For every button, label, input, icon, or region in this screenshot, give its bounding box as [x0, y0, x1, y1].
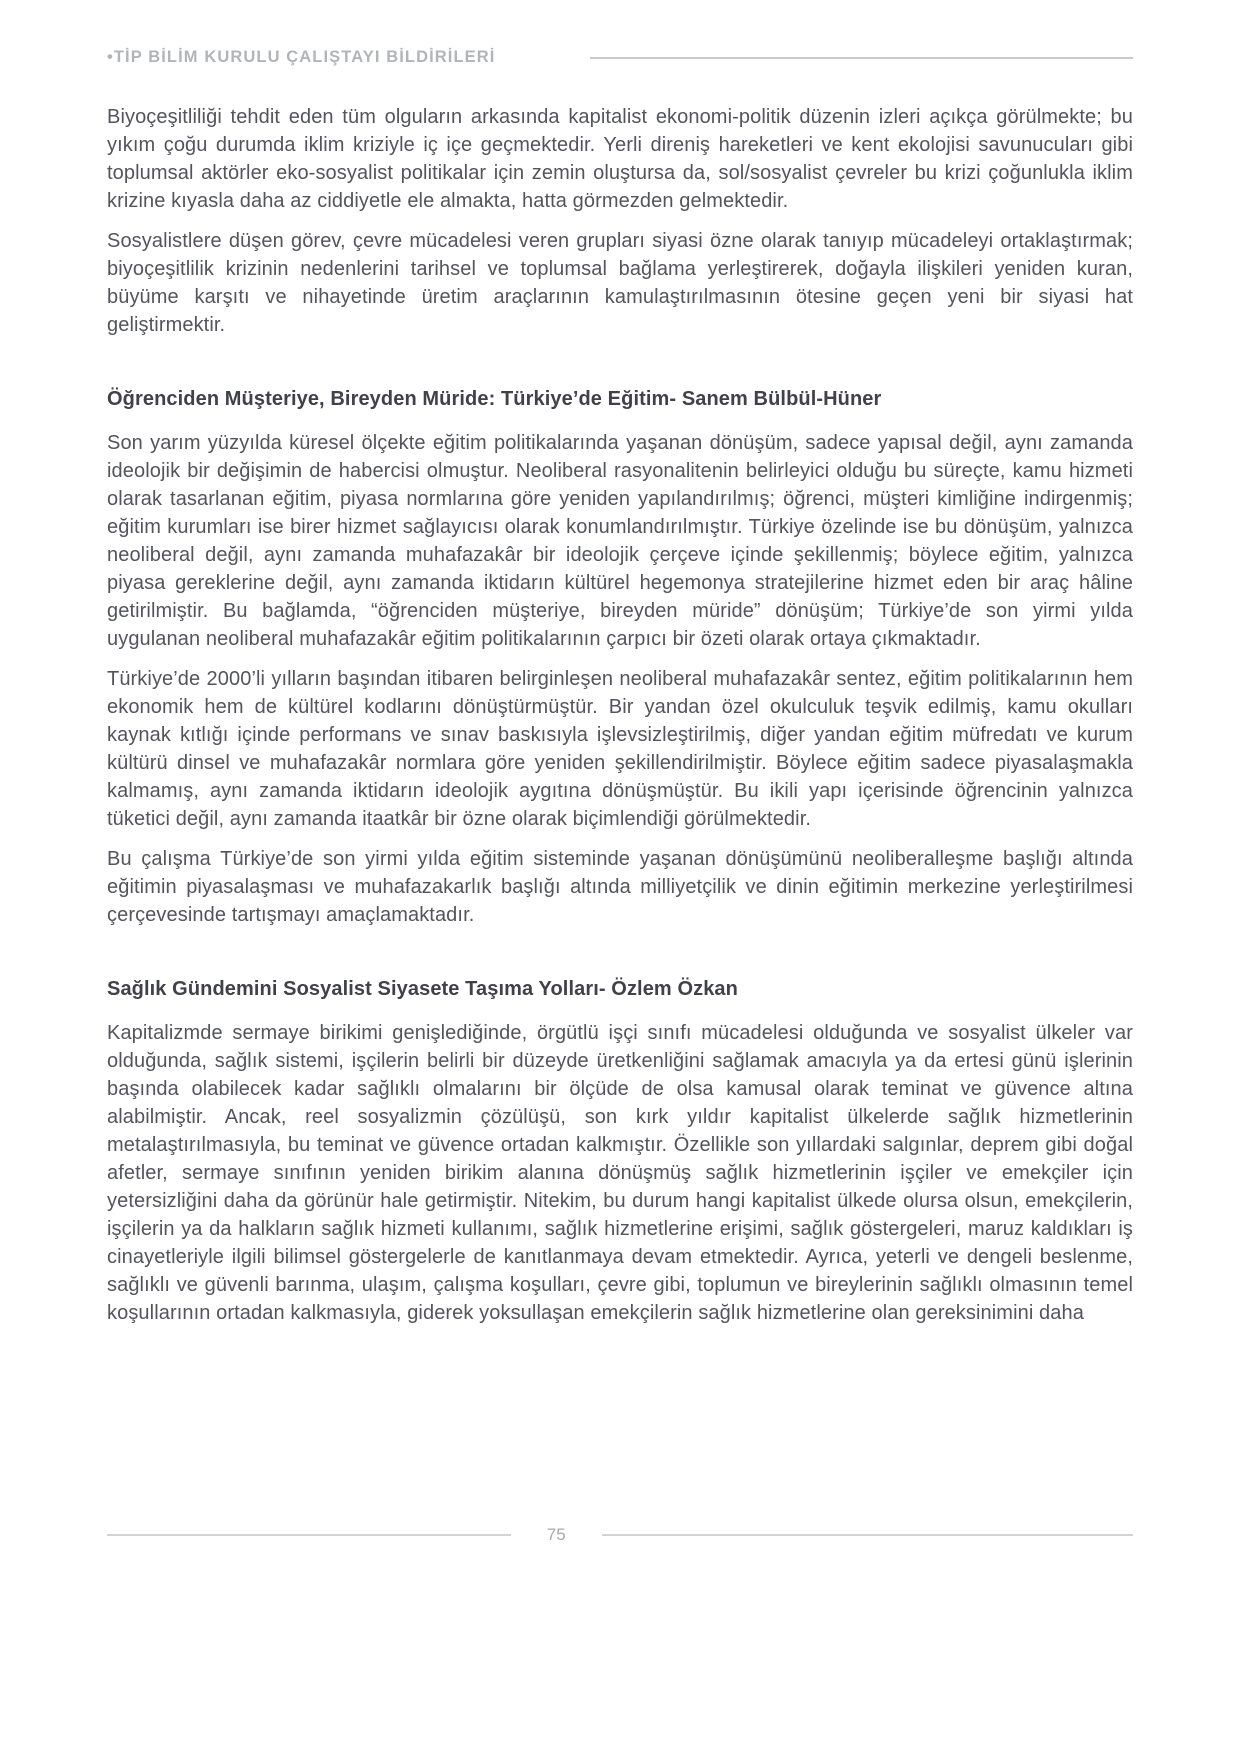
footer-rule-right [602, 1534, 1133, 1536]
paragraph: Türkiye’de 2000’li yılların başından itibaren belirginleşen neoliberal muhafazakâr sentez, eğitim politikalarının hem ekonomik hem de kültürel kodlarını dönüştürmüştür. Bir yandan özel okulculuk teşvik edilmiş, kamu okulları kaynak kıtlığı içinde performans ve sınav baskısıyla işlevsizleştirilmiş, diğer yandan eğitim müfredatı ve kurum kültürü dinsel ve muhafazakâr normlara göre yeniden şekillendirilmiştir. Böylece eğitim sadece piyasalaşmakla kalmamış, aynı zamanda iktidarın ideolojik aygıtına dönüşmüştür. Bu ikili yapı içerisinde öğrencinin yalnızca tüketici değil, aynı zamanda itaatkâr bir özne olarak biçimlendiği görülmektedir. [107, 668, 1133, 830]
page-header [107, 48, 1133, 67]
page-number: 75 [546, 1525, 566, 1544]
footer-rule-left [107, 1534, 511, 1536]
paragraph: Sosyalistlere düşen görev, çevre mücadelesi veren grupları siyasi özne olarak tanıyıp mücadeleyi ortaklaştırmak; biyoçeşitlilik krizinin nedenlerini tarihsel ve toplumsal bağlama yerleştirerek, doğayla ilişkileri yeniden kuran, büyüme karşıtı ve nihayetinde üretim araçlarının kamulaştırılmasının ötesine geçen yeni bir siyasi hat geliştirmektir. [107, 230, 1133, 336]
paragraph: Biyoçeşitliliği tehdit eden tüm olguların arkasında kapitalist ekonomi-politik düzenin izleri açıkça görülmekte; bu yıkım çoğu durumda iklim kriziyle iç içe geçmektedir. Yerli direniş hareketleri ve kent ekolojisi savunucuları gibi toplumsal aktörler eko-sosyalist politikalar için zemin oluştursa da, sol/sosyalist çevreler bu krizi çoğunlukla iklim krizine kıyasla daha az ciddiyetle ele almakta, hatta görmezden gelmektedir. [107, 106, 1133, 212]
page-footer [107, 1526, 1133, 1543]
section-heading-health: Sağlık Gündemini Sosyalist Siyasete Taşıma Yolları- Özlem Özkan [107, 978, 738, 1000]
header-title: •TİP BİLİM KURULU ÇALIŞTAYI BİLDİRİLERİ [107, 48, 496, 66]
header-rule [590, 57, 1133, 59]
paragraph: Kapitalizmde sermaye birikimi genişlediğinde, örgütlü işçi sınıfı mücadelesi olduğunda ve sosyalist ülkeler var olduğunda, sağlık sistemi, işçilerin belirli bir düzeyde üretkenliğini sağlamak amacıyla ya da ertesi günü işlerinin başında olabilecek kadar sağlıklı olmalarını bir ölçüde de olsa kamusal olarak teminat ve güvence altına alabilmiştir. Ancak, reel sosyalizmin çözülüşü, son kırk yıldır kapitalist ülkelerde sağlık hizmetlerinin metalaştırılmasıyla, bu teminat ve güvence ortadan kalkmıştır. Özellikle son yıllardaki salgınlar, deprem gibi doğal afetler, sermaye sınıfının yeniden birikim alanına dönüşmüş sağlık hizmetlerinin işçiler ve emekçiler için yetersizliğini daha da görünür hale getirmiştir. Nitekim, bu durum hangi kapitalist ülkede olursa olsun, emekçilerin, işçilerin ya da halkların sağlık hizmeti kullanımı, sağlık hizmetlerine erişimi, sağlık göstergeleri, maruz kaldıkları iş cinayetleriyle ilgili bilimsel göstergelerle de kanıtlanmaya devam etmektedir. Ayrıca, yeterli ve dengeli beslenme, sağlıklı ve güvenli barınma, ulaşım, çalışma koşulları, çevre gibi, toplumun ve bireylerinin sağlıklı olmasının temel koşullarının ortadan kalkmasıyla, giderek yoksullaşan emekçilerin sağlık hizmetlerine olan gereksinimini daha [107, 1022, 1133, 1324]
paragraph: Son yarım yüzyılda küresel ölçekte eğitim politikalarında yaşanan dönüşüm, sadece yapısal değil, aynı zamanda ideolojik bir değişimin de habercisi olmuştur. Neoliberal rasyonalitenin belirleyici olduğu bu süreçte, kamu hizmeti olarak tasarlanan eğitim, piyasa normlarına göre yeniden yapılandırılmış; öğrenci, müşteri kimliğine indirgenmiş; eğitim kurumları ise birer hizmet sağlayıcısı olarak konumlandırılmıştır. Türkiye özelinde ise bu dönüşüm, yalnızca neoliberal değil, aynı zamanda muhafazakâr bir ideolojik çerçeve içinde şekillenmiş; böylece eğitim, yalnızca piyasa gereklerine değil, aynı zamanda iktidarın kültürel hegemonya stratejilerine hizmet eden bir araç hâline getirilmiştir. Bu bağlamda, “öğrenciden müşteriye, bireyden müride” dönüşüm; Türkiye’de son yirmi yılda uygulanan neoliberal muhafazakâr eğitim politikalarının çarpıcı bir özeti olarak ortaya çıkmaktadır. [107, 432, 1133, 650]
page-content [107, 103, 1133, 1327]
section-heading-education: Öğrenciden Müşteriye, Bireyden Müride: Türkiye’de Eğitim- Sanem Bülbül-Hüner [107, 388, 882, 410]
paragraph: Bu çalışma Türkiye’de son yirmi yılda eğitim sisteminde yaşanan dönüşümünü neoliberalleşme başlığı altında eğitimin piyasalaşması ve muhafazakarlık başlığı altında milliyetçilik ve dinin eğitimin merkezine yerleştirilmesi çerçevesinde tartışmayı amaçlamaktadır. [107, 848, 1133, 926]
